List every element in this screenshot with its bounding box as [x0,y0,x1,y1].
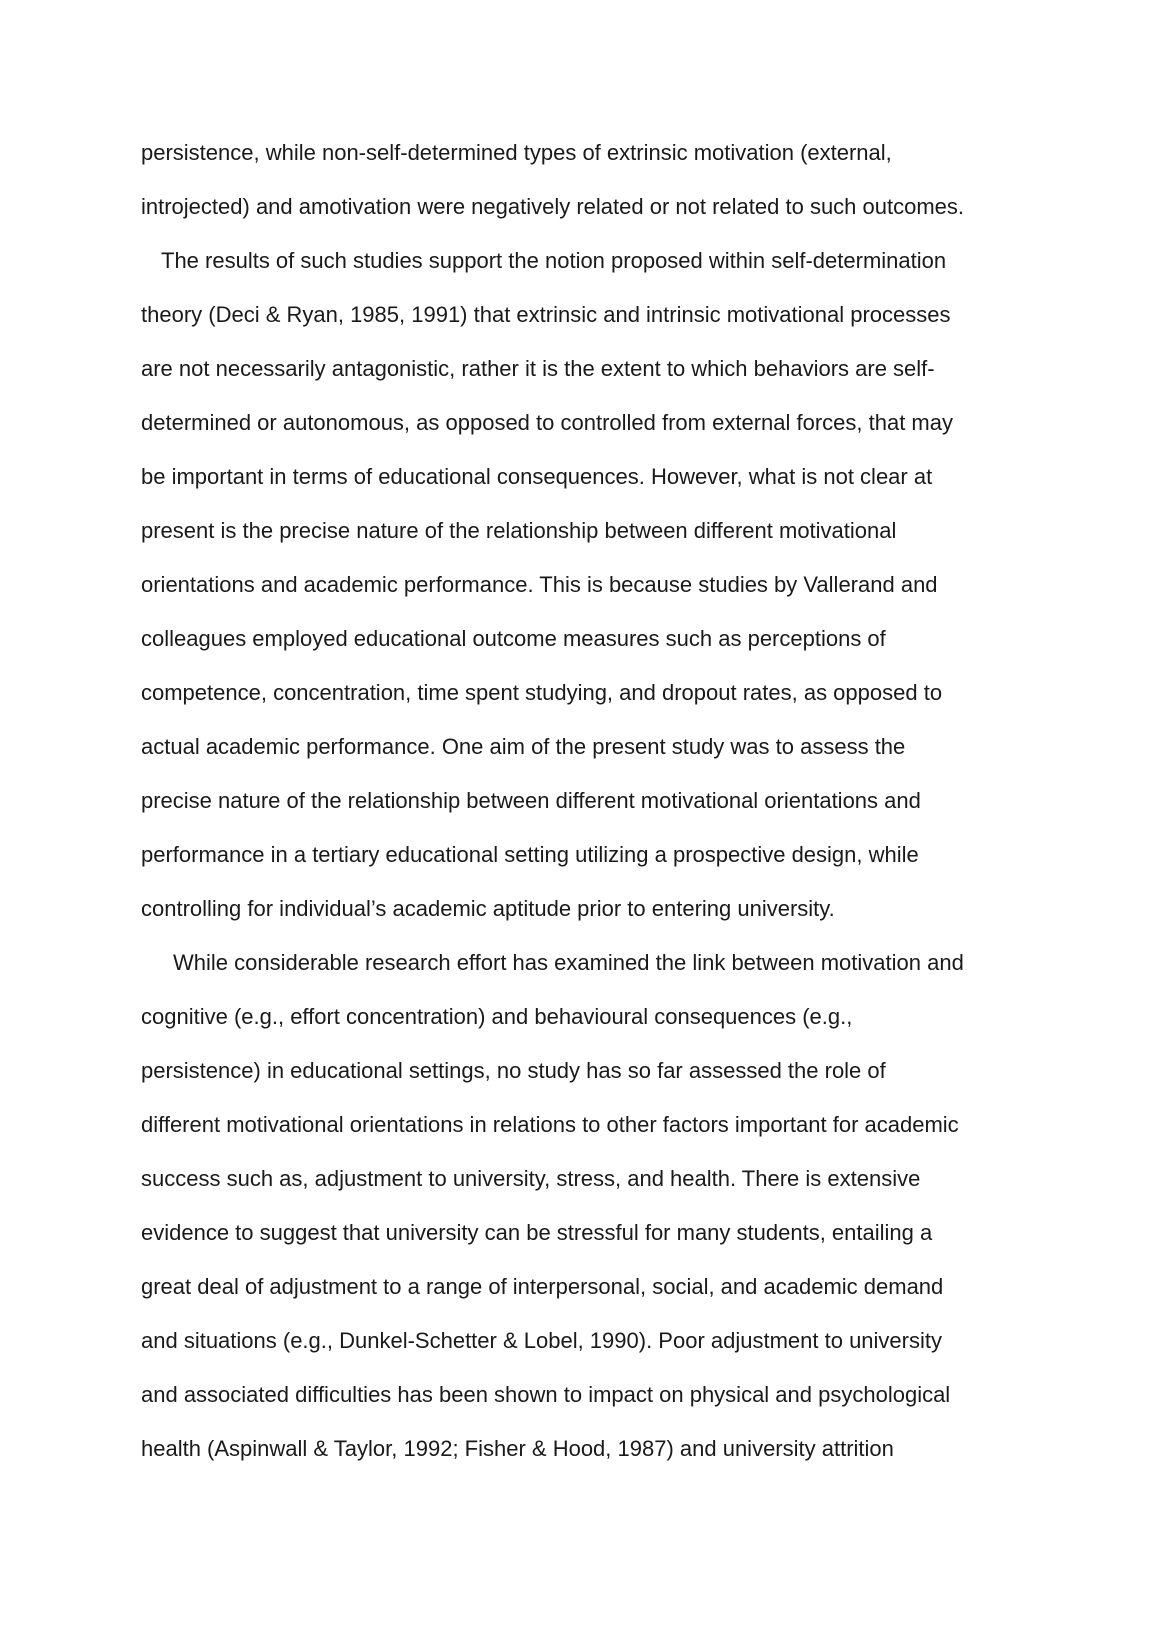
body-text [141,126,1041,1476]
paragraph-2 [141,234,1041,936]
text-line: health (Aspinwall & Taylor, 1992; Fisher & Hood, 1987) and university attrition [141,1436,894,1461]
text-line: precise nature of the relationship between different motivational orientations and [141,788,921,813]
text-line: actual academic performance. One aim of the present study was to assess the [141,734,906,759]
text-line: colleagues employed educational outcome measures such as perceptions of [141,626,886,651]
paragraph-3 [141,936,1041,1476]
text-line: present is the precise nature of the relationship between different motivational [141,518,897,543]
text-line: evidence to suggest that university can be stressful for many students, entailing a [141,1220,933,1245]
text-line: competence, concentration, time spent studying, and dropout rates, as opposed to [141,680,943,705]
text-line: success such as, adjustment to university, stress, and health. There is extensive [141,1166,921,1191]
text-line: be important in terms of educational consequences. However, what is not clear at [141,464,933,489]
text-line: cognitive (e.g., effort concentration) and behavioural consequences (e.g., [141,1004,853,1029]
text-line: and associated difficulties has been shown to impact on physical and psychological [141,1382,951,1407]
text-line: determined or autonomous, as opposed to controlled from external forces, that may [141,410,953,435]
text-line: performance in a tertiary educational setting utilizing a prospective design, while [141,842,919,867]
text-line: different motivational orientations in relations to other factors important for academic [141,1112,959,1137]
text-line: introjected) and amotivation were negatively related or not related to such outcomes. [141,194,965,219]
text-line: persistence) in educational settings, no study has so far assessed the role of [141,1058,886,1083]
text-line: and situations (e.g., Dunkel-Schetter & Lobel, 1990). Poor adjustment to university [141,1328,942,1353]
text-line: theory (Deci & Ryan, 1985, 1991) that extrinsic and intrinsic motivational processes [141,302,951,327]
text-line: orientations and academic performance. This is because studies by Vallerand and [141,572,938,597]
text-line: While considerable research effort has examined the link between motivation and [173,950,964,975]
text-line: persistence, while non-self-determined types of extrinsic motivation (external, [141,140,892,165]
text-line: controlling for individual’s academic aptitude prior to entering university. [141,896,835,921]
text-line: are not necessarily antagonistic, rather it is the extent to which behaviors are self- [141,356,935,381]
paragraph-1 [141,126,1041,234]
text-line: great deal of adjustment to a range of interpersonal, social, and academic demand [141,1274,944,1299]
text-line: The results of such studies support the notion proposed within self-determination [161,248,947,273]
